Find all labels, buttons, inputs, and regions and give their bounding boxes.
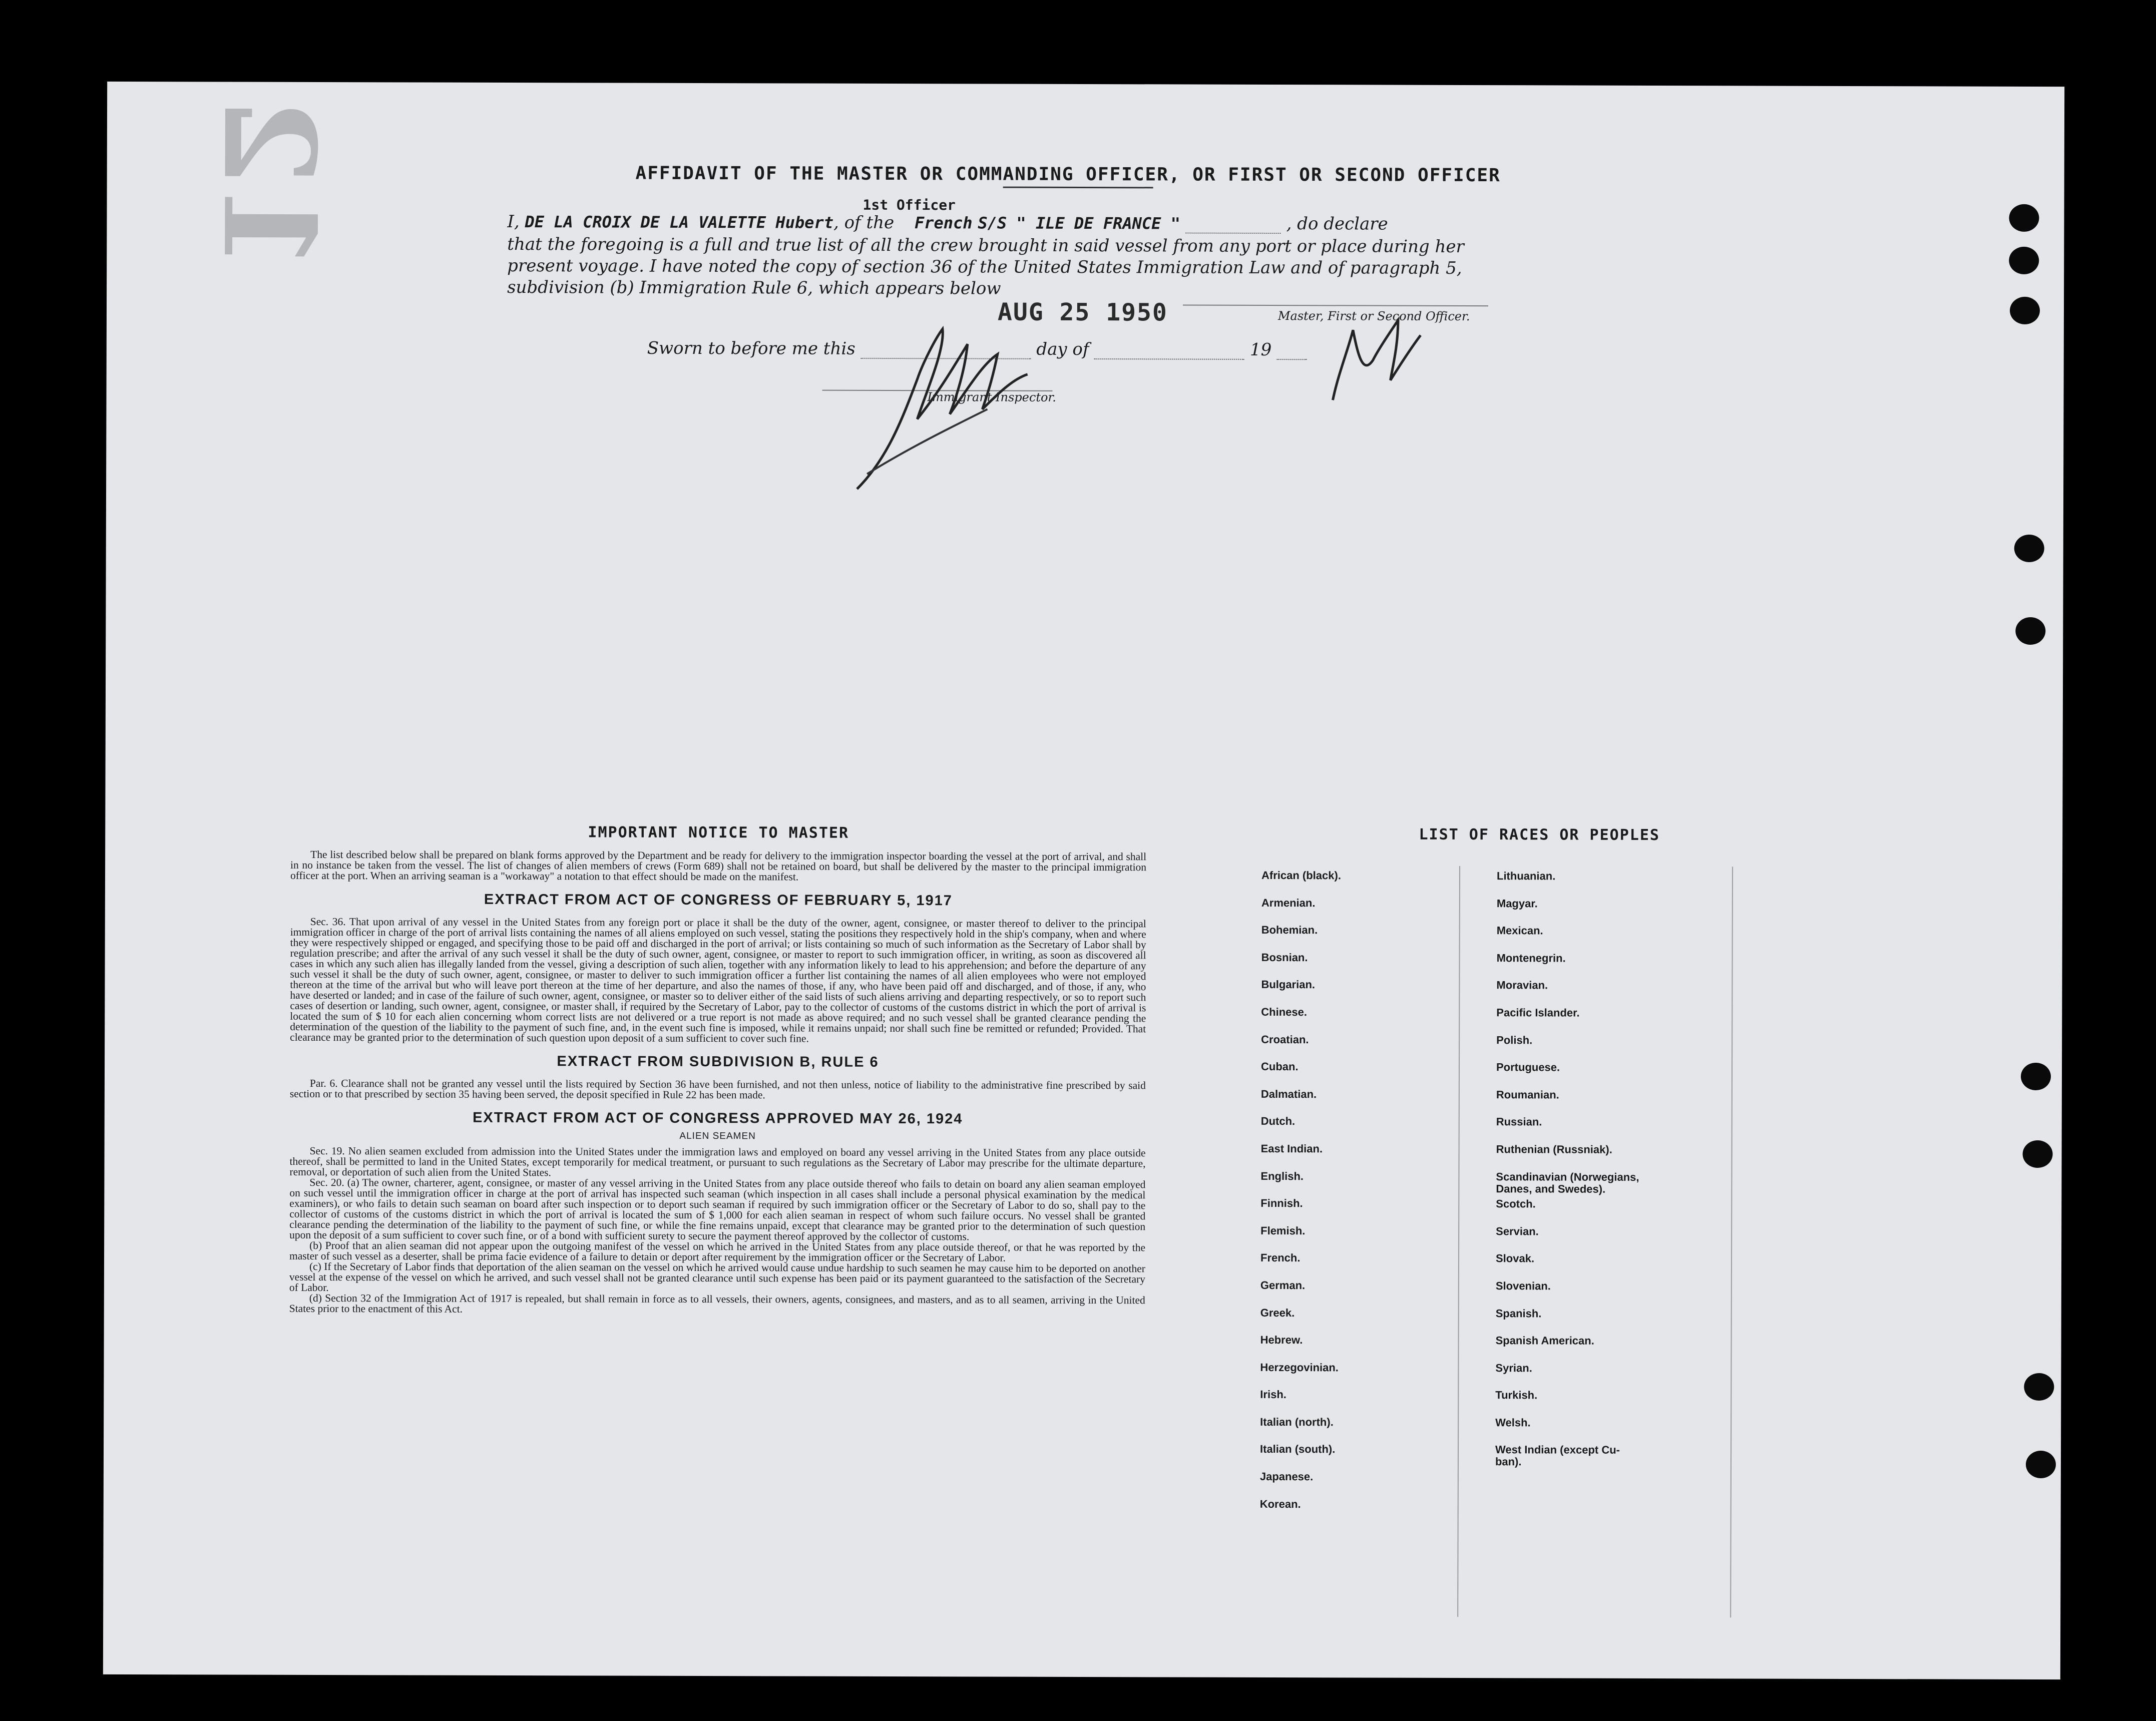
rank-inserted: 1st Officer bbox=[863, 196, 956, 214]
affidavit-title: AFFIDAVIT OF THE MASTER OR COMMANDING OFFICER, OR FIRST OR SECOND OFFICER bbox=[635, 163, 1501, 186]
extract3-sec20b: (b) Proof that an alien seaman did not appear upon the outgoing manifest of the vessel on which he arrived in the United States from any place outside thereof, or that he was reported by the master of such vessel as a deserter, shall be prima facie evidence of a failure to detain or deport after requirement by the immigration officer or the Secretary of Labor. bbox=[289, 1239, 1146, 1264]
extract3-subtitle: ALIEN SEAMEN bbox=[679, 1130, 756, 1142]
extract3-sec19: Sec. 19. No alien seamen excluded from admission into the United States under the immigration laws and employed on board any vessel arriving in the United States from any place outside thereof, shall be permitted to land in the United States, except temporarily for medical treatment, or pursuant to such regulations as the Secretary of Labor may prescribe for the ultimate departure, removal, or deportation of such alien from the United States. bbox=[289, 1144, 1146, 1179]
race-item: Finnish. bbox=[1260, 1197, 1303, 1210]
race-item: Mexican. bbox=[1496, 924, 1543, 937]
day-of-text: day of bbox=[1036, 339, 1089, 360]
race-item: Spanish American. bbox=[1495, 1334, 1594, 1347]
race-item: Spanish. bbox=[1495, 1307, 1542, 1320]
race-item: African (black). bbox=[1261, 869, 1341, 882]
races-left-column bbox=[1260, 870, 1341, 1526]
race-item: Bohemian. bbox=[1261, 924, 1318, 937]
race-item: Montenegrin. bbox=[1496, 951, 1566, 965]
extract3-sec20d: (d) Section 32 of the Immigration Act of 1917 is repealed, but shall remain in force as to all vessels, their owners, agents, consignees, and masters, and as to all seamen, arriving in the United States prior to the enactment of this Act. bbox=[289, 1292, 1145, 1315]
race-item: East Indian. bbox=[1260, 1142, 1323, 1155]
race-item: Lithuanian. bbox=[1496, 870, 1556, 883]
race-item: Bosnian. bbox=[1261, 951, 1308, 964]
extract1-text: Sec. 36. That upon arrival of any vessel in the United States from any foreign port or place it shall be the duty of the owner, agent, consignee, or master thereof to deliver to the principal immigration officer in charge of the port of arrival lists containing the names of all aliens employed on such vessel, stating the positions they respectively hold in the ship's company, when and where they were respectively shipped or engaged, and specifying those to be paid off and discharged in the port of arrival; or lists containing so much of such information as the Secretary of Labor shall by regulation prescribe; and after the arrival of any such vessel it shall be the duty of such owner, agent, consignee, or master to report to such immigration officer, in writing, as soon as discovered all cases in which any such alien has illegally landed from the vessel, giving a description of such alien, together with any information likely to lead to his apprehension; and before the departure of any such vessel it shall be the duty of such owner, agent, consignee, or master to deliver to such immigration officer a further list containing the names of all alien employees who were not employed thereon at the time of the arrival but who will leave port thereon at the time of her departure, and also the names of those, if any, who have been paid off and discharged, and of those, if any, who have deserted or landed; and in case of the failure of such owner, agent, consignee, or master so to deliver either of the said lists of such aliens arriving and departing respectively, or so to report such cases of desertion or landing, such owner, agent, consignee, or master shall, if required by the Secretary of Labor, pay to the collector of customs of the customs district in which the port of arrival is located the sum of $ 10 for each alien concerning whom correct lists are not delivered or a true report is not made as above required; and no such vessel shall be granted clearance pending the determination of the question of the liability to the payment of such fine, and, in the event such fine is imposed, while it remains unpaid; nor shall such fine be remitted or refunded; Provided. That clearance may be granted prior to the determination of such question upon deposit of a sum sufficient to cover such fine. bbox=[290, 915, 1146, 1045]
race-item: German. bbox=[1260, 1278, 1306, 1292]
notice-intro: The list described below shall be prepared on blank forms approved by the Department and be ready for delivery to the immigration inspector boarding the vessel at the port of arrival, and shall in no instance be taken from the vessel. The list of changes of alien members of crews (Form 689) shall not be retained on board, but shall be delivered by the master to the principal immigration officer at the port. When an arriving seaman is a "workaway" a notation to that effect should be made on the manifest. bbox=[290, 848, 1147, 883]
vessel-nationality: French bbox=[914, 213, 973, 233]
race-item: Russian. bbox=[1496, 1115, 1542, 1128]
declaration-i: I, bbox=[507, 211, 520, 232]
vessel-name: S/S " ILE DE FRANCE " bbox=[978, 213, 1181, 233]
binder-hole bbox=[2010, 297, 2040, 324]
race-item: Turkish. bbox=[1495, 1389, 1538, 1402]
blank-line bbox=[1277, 359, 1307, 360]
inspector-label: Immigrant Inspector. bbox=[927, 390, 1056, 404]
race-item: Polish. bbox=[1496, 1033, 1533, 1046]
blank-line bbox=[1094, 358, 1244, 360]
do-declare-text: , do declare bbox=[1286, 214, 1388, 234]
races-title: LIST OF RACES OR PEOPLES bbox=[1419, 825, 1660, 844]
race-item: Ruthenian (Russniak). bbox=[1496, 1143, 1612, 1156]
binder-hole bbox=[2015, 617, 2045, 645]
binder-hole bbox=[2024, 1373, 2054, 1401]
race-item: Croatian. bbox=[1261, 1033, 1309, 1046]
race-item: Hebrew. bbox=[1260, 1334, 1303, 1347]
column-divider bbox=[1730, 867, 1733, 1617]
race-item: Slovenian. bbox=[1495, 1279, 1551, 1293]
of-the-text: , of the bbox=[833, 212, 895, 233]
race-item: Japanese. bbox=[1259, 1470, 1314, 1483]
races-list bbox=[1249, 825, 1827, 1628]
race-item: Pacific Islander. bbox=[1496, 1006, 1580, 1019]
race-item: Scandinavian (Norwegians, Danes, and Swedes). bbox=[1496, 1170, 1639, 1195]
race-item: Welsh. bbox=[1495, 1416, 1531, 1429]
binder-hole bbox=[2026, 1451, 2056, 1478]
race-item: Herzegovinian. bbox=[1260, 1361, 1339, 1374]
binder-hole bbox=[2014, 535, 2044, 562]
binder-hole bbox=[2023, 1140, 2053, 1168]
race-item: Flemish. bbox=[1260, 1224, 1306, 1237]
binder-hole bbox=[2009, 247, 2039, 274]
race-item: Servian. bbox=[1496, 1224, 1539, 1238]
race-item: Bulgarian. bbox=[1261, 978, 1316, 991]
race-item: Magyar. bbox=[1496, 897, 1538, 910]
officer-label: Master, First or Second Officer. bbox=[1277, 309, 1470, 324]
sworn-text: Sworn to before me this bbox=[647, 338, 855, 359]
blank-line bbox=[1186, 233, 1281, 234]
officer-signature bbox=[1318, 300, 1428, 410]
race-item: Korean. bbox=[1259, 1497, 1301, 1510]
sheet-number: 12 bbox=[195, 97, 343, 272]
race-item: English. bbox=[1260, 1169, 1304, 1182]
title-underline bbox=[1003, 187, 1153, 189]
race-item: Moravian. bbox=[1496, 979, 1548, 992]
race-item: Italian (south). bbox=[1259, 1443, 1336, 1456]
binder-hole bbox=[2009, 204, 2039, 232]
column-divider bbox=[1457, 866, 1460, 1617]
race-item: Chinese. bbox=[1261, 1005, 1308, 1019]
race-item: West Indian (except Cu- ban). bbox=[1495, 1443, 1620, 1468]
extract3-sec20a: Sec. 20. (a) The owner, charterer, agent, consignee, or master of any vessel arriving in the United States from any place outside thereof who fails to detain on board any alien seaman employed on such vessel until the immigration officer in charge at the port of arrival has inspected such seaman (which inspection in all cases shall include a personal physical examination by the medical examiners), or who fails to detain such seaman on board after such inspection or to deport such seaman if required by such immigration officer or the Secretary of Labor to do so, shall pay to the collector of customs of the customs district in which the port of arrival is located the sum of $ 1,000 for each alien seaman in respect of whom such failure occurs. No vessel shall be granted clearance pending the determination of the liability to the payment of such fine, or while the fine remains unpaid, except that clearance may be granted prior to the determination of such question upon the deposit of a sum sufficient to cover such fine, or of a bond with sufficient surety to secure the payment thereof approved by the collector of customs. bbox=[289, 1176, 1146, 1243]
extract3-title: EXTRACT FROM ACT OF CONGRESS APPROVED MAY 26, 1924 bbox=[473, 1109, 963, 1127]
extract1-title: EXTRACT FROM ACT OF CONGRESS OF FEBRUARY 5, 1917 bbox=[484, 891, 953, 909]
race-item: Greek. bbox=[1260, 1306, 1295, 1319]
notice-title: IMPORTANT NOTICE TO MASTER bbox=[588, 823, 849, 842]
race-item: Dalmatian. bbox=[1260, 1087, 1317, 1100]
race-item: Roumanian. bbox=[1496, 1088, 1559, 1101]
race-item: Portuguese. bbox=[1496, 1061, 1560, 1074]
date-stamp: AUG 25 1950 bbox=[997, 298, 1168, 327]
race-item: Armenian. bbox=[1261, 896, 1316, 909]
extract2-text: Par. 6. Clearance shall not be granted any vessel until the lists required by Section 36 have been furnished, and not then unless, notice of liability to the administrative fine prescribed by said section or to that prescribed by section 35 having been served, the deposit specified in Rule 22 has been made. bbox=[289, 1077, 1146, 1101]
race-item: Cuban. bbox=[1260, 1060, 1299, 1073]
race-item: Italian (north). bbox=[1260, 1415, 1334, 1429]
extract3-sec20c: (c) If the Secretary of Labor finds that deportation of the alien seaman on the vessel on which he arrived would cause undue hardship to such seamen he may cause him to be deported on another vessel at the expense of the vessel on which he arrived, and such vessel shall not be granted clearance until such expense has been paid or its payment guaranteed to the satisfaction of the Secretary of Labor. bbox=[289, 1260, 1146, 1294]
races-right-column bbox=[1495, 870, 1640, 1472]
binder-hole bbox=[2021, 1063, 2051, 1090]
race-item: Irish. bbox=[1260, 1388, 1286, 1401]
extract2-title: EXTRACT FROM SUBDIVISION B, RULE 6 bbox=[557, 1053, 879, 1070]
declaration-line-4: subdivision (b) Immigration Rule 6, which appears below bbox=[507, 277, 1001, 299]
document-sheet bbox=[103, 82, 2064, 1679]
declaration-line-3: present voyage. I have noted the copy of section 36 of the United States Immigration Law and of paragraph 5, bbox=[507, 255, 1462, 278]
declaration-line-2: that the foregoing is a full and true list of all the crew brought in said vessel from any port or place during her bbox=[507, 234, 1464, 257]
year-prefix: 19 bbox=[1250, 339, 1272, 360]
race-item: Syrian. bbox=[1495, 1361, 1532, 1375]
race-item: Dutch. bbox=[1260, 1115, 1296, 1128]
race-item: French. bbox=[1260, 1251, 1301, 1264]
declaration-line-1 bbox=[507, 212, 1388, 234]
inspector-signature bbox=[847, 309, 1058, 500]
notice-column bbox=[289, 823, 1147, 1316]
race-item: Slovak. bbox=[1495, 1252, 1535, 1265]
race-item: Scotch. bbox=[1496, 1197, 1536, 1210]
officer-name: DE LA CROIX DE LA VALETTE Hubert bbox=[525, 212, 834, 232]
